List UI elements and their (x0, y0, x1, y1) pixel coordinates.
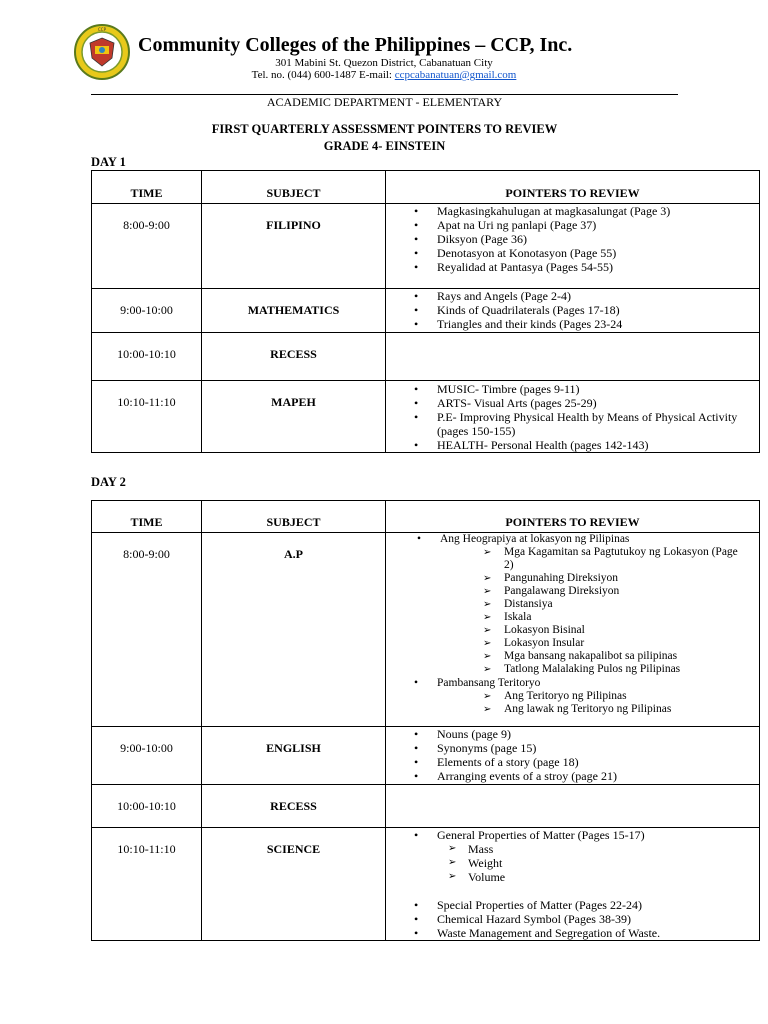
school-address: 301 Mabini St. Quezon District, Cabanatuan City (275, 57, 493, 69)
day2-table (91, 500, 760, 941)
arrow-bullet-icon: ➢ (448, 857, 457, 868)
bullet-icon: • (414, 755, 419, 769)
pointers-cell (386, 533, 760, 727)
bullet-icon: • (414, 828, 419, 842)
sub-list-item: ➢ Iskala (483, 611, 532, 623)
list-item: • General Properties of Matter (Pages 15-17) ➢ Mass ➢ Weight ➢ Volume (386, 828, 759, 884)
bullet-icon: • (414, 317, 419, 331)
pointers-cell (386, 381, 760, 453)
sub-list-item: ➢ Weight (448, 856, 503, 870)
arrow-bullet-icon: ➢ (483, 651, 492, 662)
list-item: • Elements of a story (page 18) (414, 755, 579, 769)
list-item: • Denotasyon at Konotasyon (Page 55) (414, 246, 617, 260)
arrow-bullet-icon: ➢ (483, 638, 492, 649)
bullet-icon: • (414, 289, 419, 303)
list-item: • HEALTH- Personal Health (pages 142-143) (414, 438, 649, 452)
table-row (92, 533, 760, 727)
bullet-icon: • (414, 677, 419, 689)
sub-list-item: ➢ Mga bansang nakapalibot sa pilipinas (483, 650, 678, 662)
email-link[interactable]: ccpcabanatuan@gmail.com (394, 69, 517, 81)
contact-phone: Tel. no. (044) 600-1487 E-mail: (251, 69, 395, 81)
sub-list-item: ➢ Pangunahing Direksiyon (483, 572, 619, 584)
document-title: FIRST QUARTERLY ASSESSMENT POINTERS TO REVIEW (211, 122, 558, 136)
table-header-row (92, 501, 760, 533)
time-cell: 10:10-11:10 (92, 381, 202, 453)
pointers-cell (386, 204, 760, 289)
time-cell: 8:00-9:00 (92, 533, 202, 727)
pointers-cell (386, 289, 760, 333)
sub-list-item: ➢ Ang lawak ng Teritoryo ng Pilipinas (483, 703, 672, 715)
pointers-cell (386, 785, 760, 828)
time-cell: 9:00-10:00 (92, 727, 202, 785)
day1-table (91, 170, 760, 453)
list-item: • ARTS- Visual Arts (pages 25-29) (414, 396, 597, 410)
sub-list-item: ➢ Volume (448, 870, 506, 884)
bullet-icon: • (414, 926, 419, 940)
list-item: • Synonyms (page 15) (414, 741, 537, 755)
day2-label: DAY 2 (91, 475, 126, 489)
bullet-icon: • (414, 246, 419, 260)
subject-cell: MATHEMATICS (202, 289, 386, 333)
bullet-icon: • (414, 382, 419, 396)
time-cell: 10:00-10:10 (92, 785, 202, 828)
table-row (92, 204, 760, 289)
subject-cell: MAPEH (202, 381, 386, 453)
bullet-icon: • (414, 438, 419, 452)
sub-list-item: ➢ Lokasyon Bisinal (483, 624, 585, 636)
subject-cell: RECESS (202, 785, 386, 828)
school-name: Community Colleges of the Philippines – CCP, Inc. (138, 34, 573, 56)
department-label: ACADEMIC DEPARTMENT - ELEMENTARY (266, 95, 503, 109)
list-item: • Nouns (page 9) (414, 727, 511, 741)
sub-list-item: ➢ Mass (448, 842, 494, 856)
bullet-icon: • (414, 303, 419, 317)
list-item: • P.E- Improving Physical Health by Means of Physical Activity (pages 150-155) (414, 410, 738, 438)
bullet-icon: • (417, 533, 422, 545)
list-item: • Diksyon (Page 36) (414, 232, 527, 246)
pointers-cell (386, 333, 760, 381)
sub-list-item: ➢ Ang Teritoryo ng Pilipinas (483, 690, 627, 702)
sub-list-item: ➢ Mga Kagamitan sa Pagtutukoy ng Lokasyon (Page 2) (483, 546, 738, 571)
sub-list-item: ➢ Distansiya (483, 598, 553, 610)
sub-list-item: ➢ Lokasyon Insular (483, 637, 585, 649)
list-item: • Reyalidad at Pantasya (Pages 54-55) (414, 260, 613, 274)
list-item: • Waste Management and Segregation of Waste. (414, 926, 661, 940)
arrow-bullet-icon: ➢ (483, 704, 492, 715)
pointers-cell (386, 828, 760, 941)
col-pointers-header: POINTERS TO REVIEW (386, 171, 760, 204)
bullet-icon: • (414, 898, 419, 912)
arrow-bullet-icon: ➢ (448, 843, 457, 854)
list-item: • Arranging events of a stroy (page 21) (414, 769, 617, 783)
document-subtitle: GRADE 4- EINSTEIN (323, 139, 446, 153)
subject-cell: ENGLISH (202, 727, 386, 785)
logo-text: CCP (98, 27, 106, 32)
subject-cell: RECESS (202, 333, 386, 381)
bullet-icon: • (414, 260, 419, 274)
list-item: • MUSIC- Timbre (pages 9-11) (414, 382, 580, 396)
arrow-bullet-icon: ➢ (483, 612, 492, 623)
bullet-icon: • (414, 218, 419, 232)
subject-cell: SCIENCE (202, 828, 386, 941)
sub-list-item: ➢ Pangalawang Direksiyon (483, 585, 620, 597)
school-contact (74, 69, 694, 81)
time-cell: 8:00-9:00 (92, 204, 202, 289)
bullet-icon: • (414, 410, 419, 424)
col-subject-header: SUBJECT (202, 171, 386, 204)
bullet-icon: • (414, 741, 419, 755)
list-item: • Apat na Uri ng panlapi (Page 37) (414, 218, 597, 232)
time-cell: 10:00-10:10 (92, 333, 202, 381)
time-cell: 9:00-10:00 (92, 289, 202, 333)
list-item: • Ang Heograpiya at lokasyon ng Pilipinas ➢ Mga Kagamitan sa Pagtutukoy ng Lokasyon (Page 2) ➢ Pangunahing Direksiyon ➢ Pangalawang Direksiyon ➢ Distansiya ➢ Iskala ➢ Lokasyon Bisinal ➢ Lokasyon Insular ➢ Mga bansang nakapalibot sa pilipinas ➢ Tatlong Malalaking Pulos ng Pilipinas (386, 533, 759, 676)
subject-cell: FILIPINO (202, 204, 386, 289)
list-item: • Rays and Angels (Page 2-4) (414, 289, 571, 303)
col-pointers-header: POINTERS TO REVIEW (386, 501, 760, 533)
list-item: • Pambansang Teritoryo ➢ Ang Teritoryo ng Pilipinas ➢ Ang lawak ng Teritoryo ng Pilipinas (386, 676, 759, 716)
col-time-header: TIME (92, 501, 202, 533)
list-item: • Chemical Hazard Symbol (Pages 38-39) (414, 912, 631, 926)
letterhead (74, 24, 694, 86)
list-item: • Kinds of Quadrilaterals (Pages 17-18) (414, 303, 620, 317)
arrow-bullet-icon: ➢ (448, 871, 457, 882)
arrow-bullet-icon: ➢ (483, 586, 492, 597)
list-item: • Special Properties of Matter (Pages 22-24) (414, 898, 642, 912)
table-row (92, 289, 760, 333)
arrow-bullet-icon: ➢ (483, 547, 492, 558)
bullet-icon: • (414, 912, 419, 926)
table-row (92, 828, 760, 941)
col-time-header: TIME (92, 171, 202, 204)
list-item: • Magkasingkahulugan at magkasalungat (Page 3) (414, 204, 671, 218)
pointers-cell (386, 727, 760, 785)
sub-list-item: ➢ Tatlong Malalaking Pulos ng Pilipinas (483, 663, 681, 675)
table-row (92, 333, 760, 381)
bullet-icon: • (414, 396, 419, 410)
arrow-bullet-icon: ➢ (483, 664, 492, 675)
table-row (92, 785, 760, 828)
list-item: • Triangles and their kinds (Pages 23-24 (414, 317, 623, 331)
arrow-bullet-icon: ➢ (483, 691, 492, 702)
bullet-icon: • (414, 769, 419, 783)
table-header-row (92, 171, 760, 204)
arrow-bullet-icon: ➢ (483, 625, 492, 636)
arrow-bullet-icon: ➢ (483, 573, 492, 584)
arrow-bullet-icon: ➢ (483, 599, 492, 610)
table-row (92, 381, 760, 453)
subject-cell: A.P (202, 533, 386, 727)
day1-label: DAY 1 (91, 155, 126, 169)
table-row (92, 727, 760, 785)
bullet-icon: • (414, 204, 419, 218)
time-cell: 10:10-11:10 (92, 828, 202, 941)
col-subject-header: SUBJECT (202, 501, 386, 533)
bullet-icon: • (414, 727, 419, 741)
bullet-icon: • (414, 232, 419, 246)
